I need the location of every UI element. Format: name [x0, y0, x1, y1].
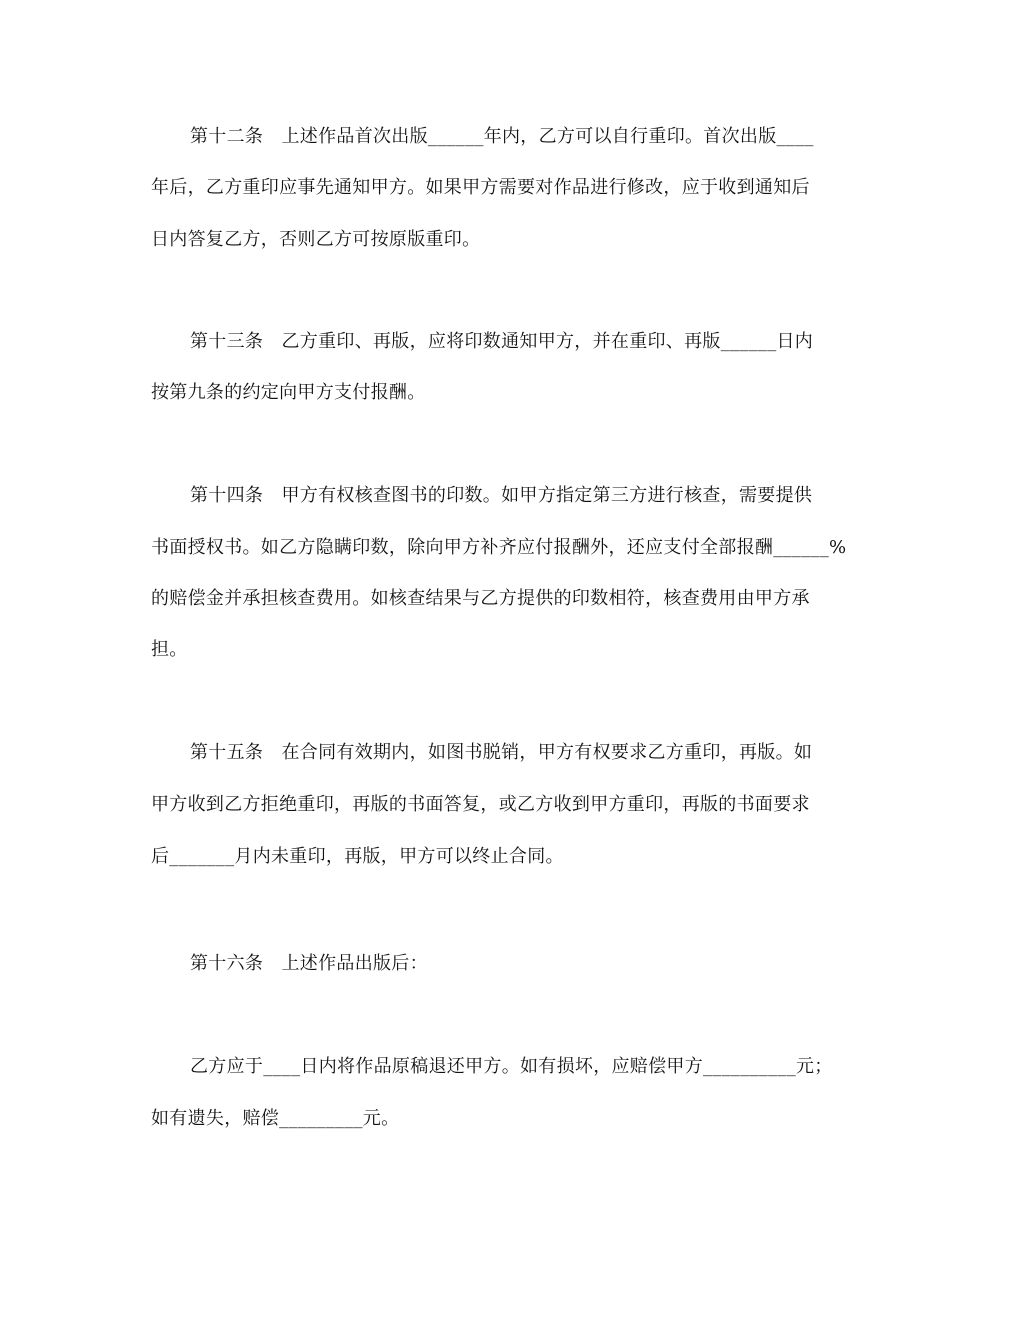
- article-15-line-3: 后_______月内未重印，再版，甲方可以终止合同。: [151, 846, 564, 867]
- article-16-paragraph-line-1: 乙方应于____日内将作品原稿退还甲方。如有损坏，应赔偿甲方__________元；: [190, 1056, 833, 1077]
- article-15-line-1: 第十五条 在合同有效期内，如图书脱销，甲方有权要求乙方重印，再版。如: [190, 742, 813, 763]
- article-15-line-2: 甲方收到乙方拒绝重印，再版的书面答复，或乙方收到甲方重印，再版的书面要求: [151, 794, 810, 815]
- article-12-line-2: 年后，乙方重印应事先通知甲方。如果甲方需要对作品进行修改，应于收到通知后: [151, 177, 810, 198]
- article-16-paragraph-line-2: 如有遗失，赔偿_________元。: [151, 1108, 400, 1129]
- article-16-line-1: 第十六条 上述作品出版后：: [190, 953, 428, 974]
- article-13-line-2: 按第九条的约定向甲方支付报酬。: [151, 382, 426, 403]
- article-14-line-2: 书面授权书。如乙方隐瞒印数，除向甲方补齐应付报酬外，还应支付全部报酬______%: [151, 537, 847, 558]
- article-12-line-1: 第十二条 上述作品首次出版______年内，乙方可以自行重印。首次出版____: [190, 126, 814, 147]
- article-14-line-3: 的赔偿金并承担核查费用。如核查结果与乙方提供的印数相符，核查费用由甲方承: [151, 588, 810, 609]
- article-13-line-1: 第十三条 乙方重印、再版，应将印数通知甲方，并在重印、再版______日内: [190, 331, 814, 352]
- article-12-line-3: 日内答复乙方，否则乙方可按原版重印。: [151, 229, 481, 250]
- article-14-line-1: 第十四条 甲方有权核查图书的印数。如甲方指定第三方进行核查，需要提供: [190, 485, 813, 506]
- article-14-line-4: 担。: [151, 639, 188, 660]
